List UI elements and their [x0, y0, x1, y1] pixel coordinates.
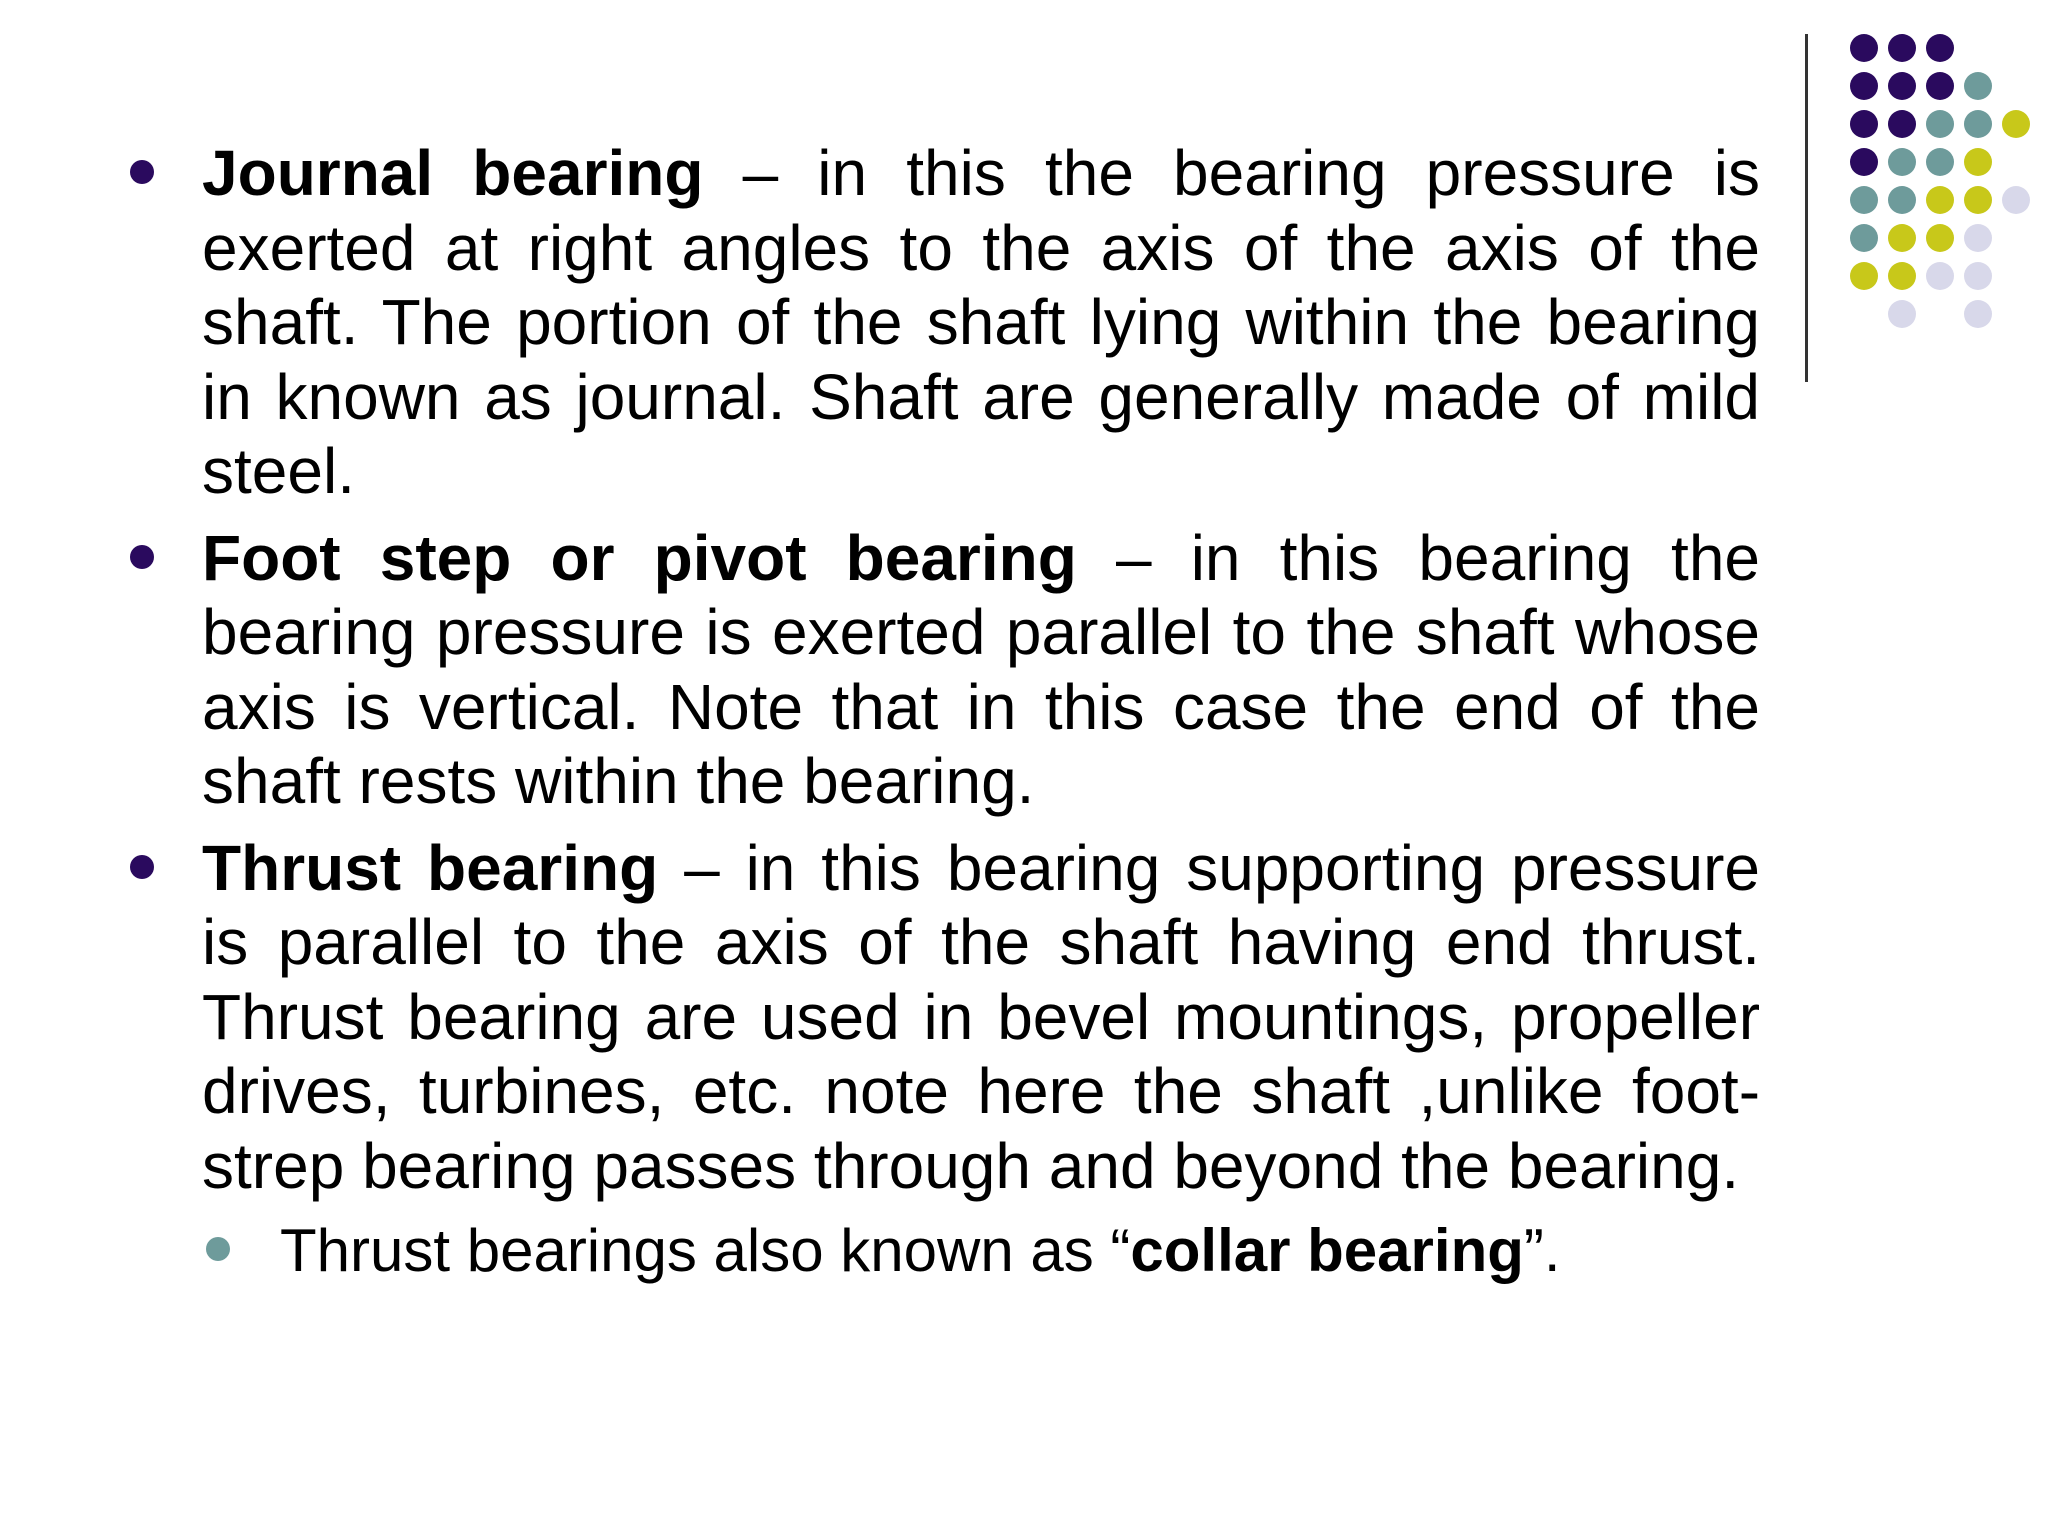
decorative-dot [1964, 110, 1992, 138]
bullet-term: Foot step or pivot bearing [202, 521, 1077, 594]
bullet-dot-icon [130, 545, 154, 569]
decorative-dot [1888, 224, 1916, 252]
bullet-item-thrust-bearing [130, 831, 1760, 1204]
vertical-divider [1805, 34, 1808, 382]
decorative-dot [1850, 262, 1878, 290]
decorative-dot [1850, 186, 1878, 214]
decorative-dot [1926, 186, 1954, 214]
decorative-dot [1888, 186, 1916, 214]
bullet-dot-icon [130, 855, 154, 879]
bullet-list [130, 136, 1760, 1287]
decorative-dot [1964, 300, 1992, 328]
decorative-dot [1850, 224, 1878, 252]
decorative-dot [1850, 110, 1878, 138]
bullet-dot-icon [130, 160, 154, 184]
decorative-dot [1888, 148, 1916, 176]
bullet-text: – in this the bearing pressure is exerted at right angles to the axis of the axis of the shaft. The portion of the shaft lying within the bearing in known as journal. Shaft are generally made of mild steel. [202, 137, 1760, 507]
sub-bullet-collar-bearing [200, 1215, 1760, 1287]
decorative-dot [1926, 224, 1954, 252]
decorative-dot [1964, 224, 1992, 252]
decorative-dot [2002, 186, 2030, 214]
decorative-dot [1850, 34, 1878, 62]
decorative-dot [1926, 34, 1954, 62]
decorative-dot [1888, 300, 1916, 328]
bullet-item-journal-bearing [130, 136, 1760, 509]
decorative-dot [1850, 148, 1878, 176]
decorative-dot [1964, 262, 1992, 290]
decorative-dot [1926, 72, 1954, 100]
decorative-dot [1926, 110, 1954, 138]
decorative-dot [2002, 110, 2030, 138]
decorative-dot [1888, 110, 1916, 138]
sub-bullet-dot-icon [206, 1237, 230, 1261]
decorative-dot [1888, 72, 1916, 100]
decorative-dot [1964, 186, 1992, 214]
decorative-dot [1850, 72, 1878, 100]
bullet-item-foot-step-bearing [130, 521, 1760, 819]
bullet-term: Journal bearing [202, 137, 704, 209]
sub-bullet-prefix: Thrust bearings also known as “ [280, 1217, 1131, 1284]
bullet-term: Thrust bearing [202, 831, 659, 904]
sub-bullet-term: collar bearing [1130, 1217, 1524, 1284]
bullet-text: – in this bearing the bearing pressure is exerted parallel to the shaft whose axis is vertical. Note that in this case the end of the shaft rests within the bearing. [202, 521, 1761, 817]
decorative-dot [1964, 148, 1992, 176]
bullet-text: – in this bearing supporting pressure is parallel to the axis of the shaft having end thrust. Thrust bearing are used in bevel mountings, propeller drives, turbines, etc. note here the shaft ,unlike foot-strep bearing passes through and beyond the bearing. [202, 831, 1761, 1202]
decorative-dot [1888, 262, 1916, 290]
decorative-dot [1926, 148, 1954, 176]
decorative-dot [1964, 72, 1992, 100]
decorative-dot [1926, 262, 1954, 290]
decorative-dot [1888, 34, 1916, 62]
sub-bullet-suffix: ”. [1523, 1217, 1561, 1284]
